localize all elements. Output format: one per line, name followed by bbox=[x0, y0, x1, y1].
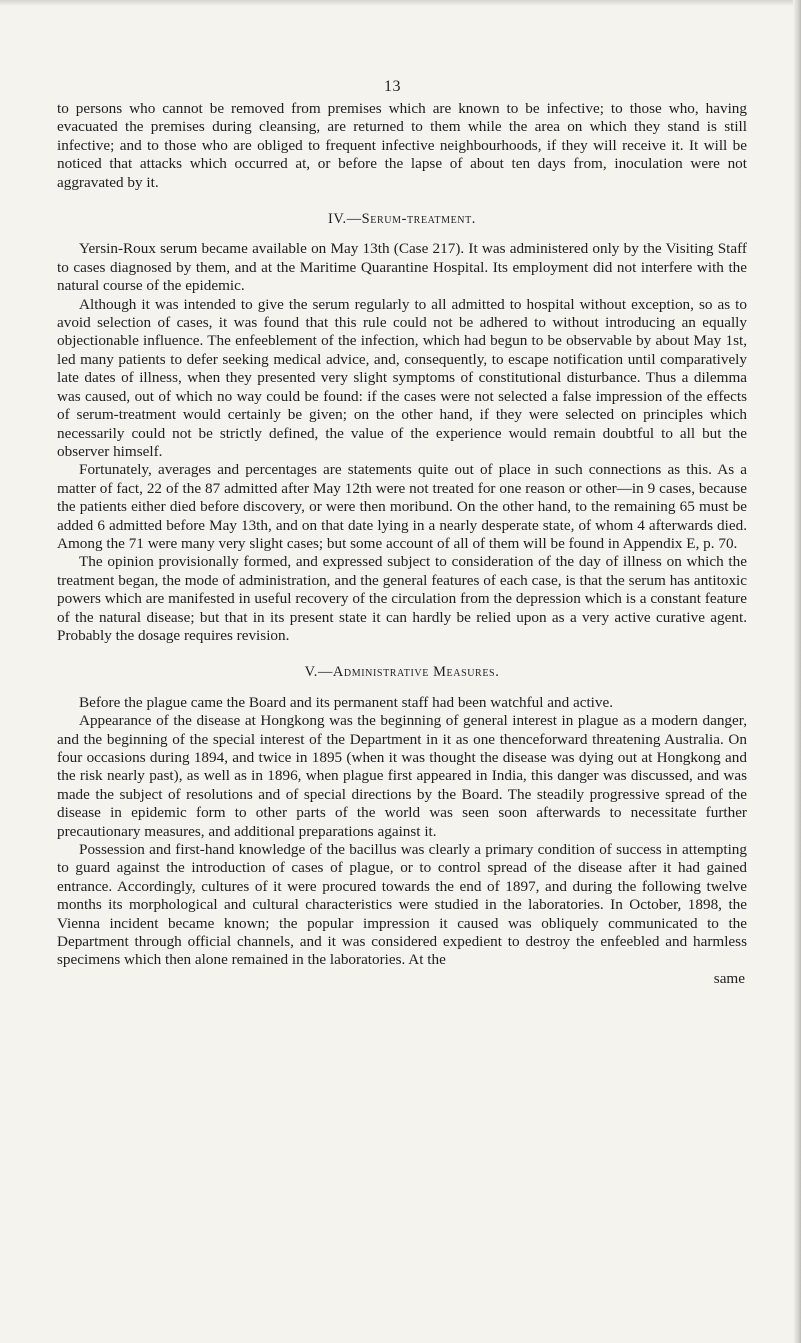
page-top-shadow bbox=[0, 0, 801, 6]
body-text bbox=[57, 100, 747, 988]
paragraph: Appearance of the disease at Hongkong was the beginning of general interest in plague as a modern danger, and the beginning of the special interest of the Department in it as one thenceforward threatening Australia. On four occasions during 1894, and twice in 1895 (when it was thought the disease was dying out at Hongkong and the risk nearly past), as well as in 1896, when plague first appeared in India, this danger was discussed, and was made the subject of resolutions and of special directions by the Board. The steadily progressive spread of the disease in epidemic form to other parts of the world was seen soon afterwards to necessitate further precautionary measures, and additional preparations against it. bbox=[57, 712, 747, 840]
section-heading-serum-treatment: IV.—Serum-treatment. bbox=[327, 211, 477, 228]
page-right-edge bbox=[793, 0, 801, 1343]
paragraph: Possession and first-hand knowledge of the bacillus was clearly a primary condition of success in attempting to guard against the introduction of cases of plague, or to control spread of the disease after it had gained entrance. Accordingly, cultures of it were procured towards the end of 1897, and during the following twelve months its morphological and cultural characteristics were studied in the laboratories. In October, 1898, the Vienna incident became known; the popular impression it caused was obliquely communicated to the Department through official channels, and it was considered expedient to destroy the enfeebled and harmless specimens which then alone remained in the laboratories. At the bbox=[57, 841, 747, 969]
paragraph: Fortunately, averages and percentages are statements quite out of place in such connections as this. As a matter of fact, 22 of the 87 admitted after May 12th were not treated for one reason or other—in 9 cases, because the patients either died before discovery, or were then moribund. On the other hand, to the remaining 65 must be added 6 admitted before May 13th, and on that date lying in a nearly desperate state, of whom 4 afterwards died. Among the 71 were many very slight cases; but some account of all of them will be found in Appendix E, p. 70. bbox=[57, 461, 747, 552]
page-number: 13 bbox=[384, 78, 401, 95]
catchword: same bbox=[713, 969, 745, 987]
intro-paragraph: to persons who cannot be removed from premises which are known to be infective; to those who, having evacuated the premises during cleansing, are returned to them while the area on which they stand is still infective; and to those who are obliged to frequent infective neighbourhoods, if they will receive it. It will be noticed that attacks which occurred at, or before the lapse of about ten days from, inoculation were not aggravated by it. bbox=[57, 100, 747, 191]
paragraph: Before the plague came the Board and its permanent staff had been watchful and active. bbox=[79, 693, 614, 711]
paragraph: Although it was intended to give the serum regularly to all admitted to hospital without exception, so as to avoid selection of cases, it was found that this rule could not be adhered to without introducing an equally objectionable influence. The enfeeblement of the infection, which had begun to be observable by about May 1st, led many patients to defer seeking medical advice, and, consequently, to escape notification until comparatively late dates of illness, when they presented very slight symptoms of constitutional disturbance. Thus a dilemma was caused, out of which no way could be found: if the cases were not selected a false impression of the effects of serum-treatment would certainly be given; on the other hand, if they were selected on principles which necessarily could not be strictly defined, the value of the experience would remain doubtful to all but the observer himself. bbox=[57, 295, 747, 460]
paragraph: The opinion provisionally formed, and expressed subject to consideration of the day of illness on which the treatment began, the mode of administration, and the general features of each case, is that the serum has antitoxic powers which are manifested in useful recovery of the circulation from the depression which is a constant feature of the natural disease; but that in its present state it can hardly be relied upon as a very active curative agent. Probably the dosage requires revision. bbox=[57, 553, 747, 644]
section-heading-administrative-measures: V.—Administrative Measures. bbox=[304, 664, 500, 681]
paragraph: Yersin-Roux serum became available on May 13th (Case 217). It was administered only by the Visiting Staff to cases diagnosed by them, and at the Maritime Quarantine Hospital. Its employment did not interfere with the natural course of the epidemic. bbox=[57, 240, 747, 295]
